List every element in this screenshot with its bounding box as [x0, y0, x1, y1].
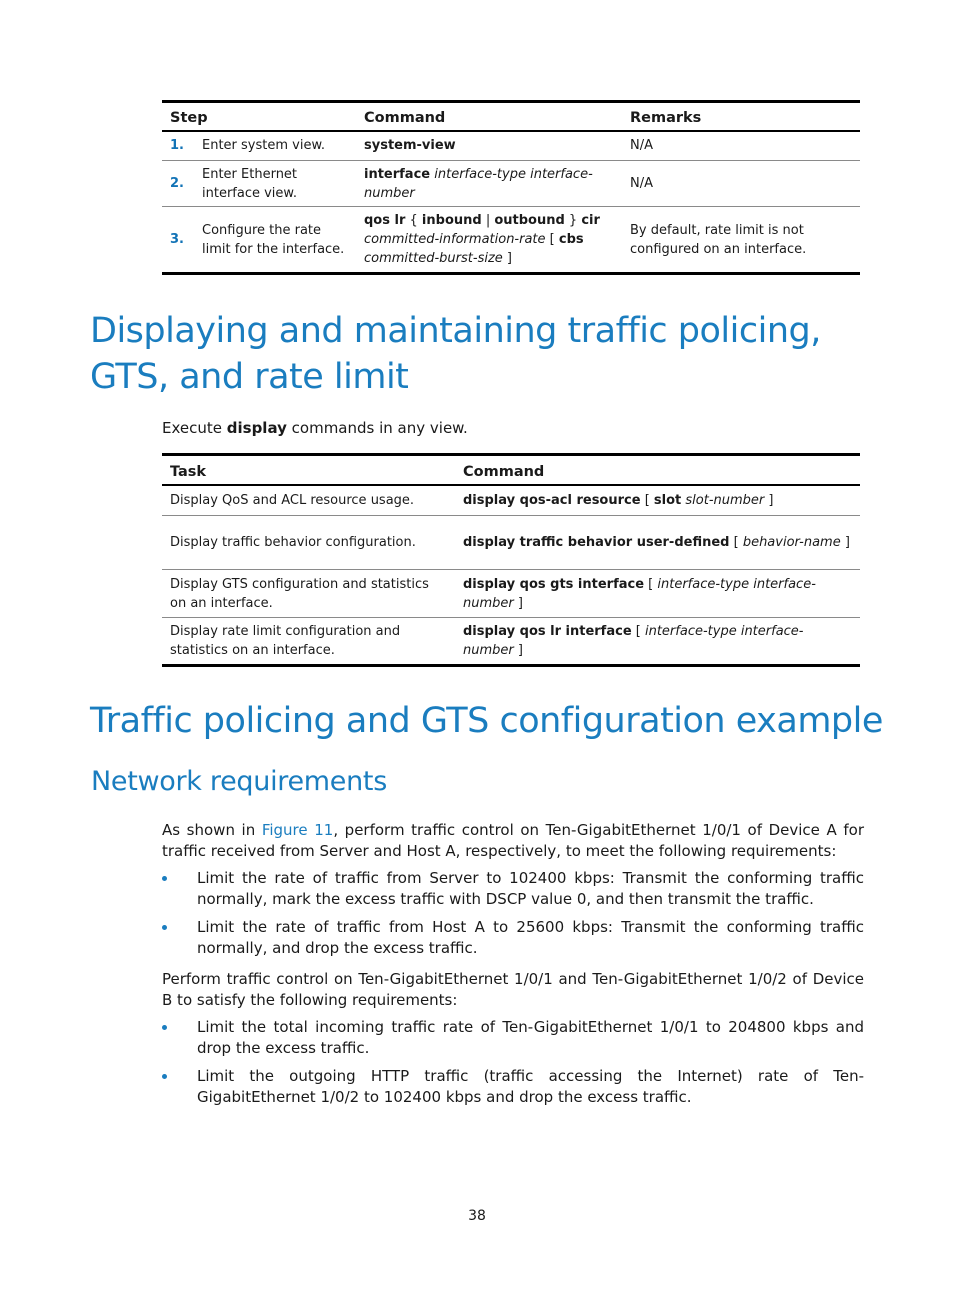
command-keyword: display qos gts interface [463, 576, 645, 592]
para1-pre: As shown in [162, 821, 262, 839]
step-description: Enter system view. [202, 138, 326, 154]
list-item-text: Limit the total incoming traffic rate of Ten-GigabitEthernet 1/0/1 to 204800 kbps and drop the excess traffic. [197, 1018, 864, 1057]
task-cell: Display GTS configuration and statistics on an interface. [170, 576, 429, 611]
bullet-icon [162, 876, 167, 881]
step-number: 1. [170, 138, 184, 154]
command-syntax: [ [631, 624, 645, 639]
intro-bold: display [226, 419, 287, 437]
command-argument: slot-number [685, 492, 765, 508]
bullet-icon [162, 1074, 167, 1079]
command-keyword: outbound [494, 213, 565, 228]
table-header-row [162, 102, 860, 131]
command-argument: committed-burst-size [364, 251, 503, 266]
table-row [162, 485, 860, 516]
step-command [356, 161, 622, 207]
command-syntax: [ [729, 535, 743, 550]
table-row [162, 131, 860, 161]
command-argument: interface-type interface-number [463, 576, 816, 611]
command-syntax: ] [502, 251, 512, 266]
list-item [162, 1017, 864, 1059]
section-heading-example: Traffic policing and GTS configuration example [90, 701, 883, 741]
page-number: 38 [468, 1208, 486, 1224]
command-syntax: ] [513, 643, 523, 658]
bullet-icon [162, 1025, 167, 1030]
intro-post: commands in any view. [286, 419, 468, 437]
command-keyword: interface [364, 166, 431, 182]
command-keyword: cir [581, 213, 600, 228]
command-argument: interface-type interface-number [463, 624, 804, 658]
step-command [356, 131, 622, 161]
command-argument: behavior-name [742, 535, 841, 550]
table-row [162, 618, 860, 666]
list-item [162, 868, 864, 910]
step-command [356, 207, 622, 274]
step-description: Enter Ethernet interface view. [202, 166, 298, 201]
section-heading-display-maintain: Displaying and maintaining traffic policing, GTS, and rate limit [90, 311, 821, 397]
requirements-paragraph-2: Perform traffic control on Ten-GigabitEthernet 1/0/1 and Ten-GigabitEthernet 1/0/2 of Device B to satisfy the following requirements: [162, 970, 864, 1009]
intro-pre: Execute [162, 419, 227, 437]
step-number: 2. [170, 176, 184, 191]
command-keyword: cbs [558, 232, 584, 247]
task-cell: Display traffic behavior configuration. [170, 535, 416, 550]
command-keyword: system-view [364, 138, 456, 154]
task-cell: Display QoS and ACL resource usage. [170, 492, 415, 508]
command-syntax: } [564, 213, 582, 228]
header-command: Command [356, 102, 622, 131]
display-commands-table [162, 453, 860, 667]
requirements-paragraph-1 [162, 820, 864, 862]
command-syntax: ] [840, 535, 850, 550]
command-syntax: ] [764, 492, 774, 508]
header-task: Task [162, 455, 455, 485]
figure-link[interactable]: Figure 11 [261, 821, 334, 839]
command-cell [455, 485, 860, 516]
command-syntax: ] [513, 595, 523, 611]
step-description: Configure the rate limit for the interface. [202, 222, 345, 257]
command-syntax: [ [644, 576, 658, 592]
table-row [162, 516, 860, 570]
command-syntax: | [481, 213, 495, 228]
header-remarks: Remarks [622, 102, 860, 131]
command-syntax: [ [640, 492, 654, 508]
command-keyword: display qos-acl resource [463, 492, 641, 508]
table-row [162, 207, 860, 274]
step-remarks: N/A [630, 138, 653, 154]
intro-sentence [162, 418, 468, 439]
subsection-heading-network-requirements: Network requirements [91, 766, 387, 797]
header-step: Step [162, 102, 356, 131]
list-item-text: Limit the rate of traffic from Server to 102400 kbps: Transmit the conforming traffic normally, mark the excess traffic with DSCP value 0, and then transmit the traffic. [197, 869, 864, 908]
table-header-row [162, 455, 860, 485]
command-keyword: inbound [421, 213, 482, 228]
command-syntax: [ [545, 232, 559, 247]
list-item [162, 1066, 864, 1108]
command-keyword: display traffic behavior user-defined [463, 535, 730, 550]
para1-post: , perform traffic control on Ten-GigabitEthernet 1/0/1 of Device A for traffic received from Server and Host A, respectively, to meet the following requirements: [162, 821, 864, 860]
command-cell [455, 516, 860, 570]
table-row [162, 570, 860, 618]
list-item [162, 917, 864, 959]
step-number: 3. [170, 232, 184, 247]
config-steps-table [162, 100, 860, 275]
bullet-icon [162, 925, 167, 930]
command-keyword: slot [653, 492, 682, 508]
header-command: Command [455, 455, 860, 485]
command-cell [455, 618, 860, 666]
task-cell: Display rate limit configuration and statistics on an interface. [170, 624, 401, 658]
table-row [162, 161, 860, 207]
command-keyword: display qos lr interface [463, 624, 632, 639]
list-item-text: Limit the rate of traffic from Host A to 25600 kbps: Transmit the conforming traffic normally, and drop the excess traffic. [197, 918, 864, 957]
list-item-text: Limit the outgoing HTTP traffic (traffic accessing the Internet) rate of Ten-GigabitEthernet 1/0/2 to 102400 kbps and drop the excess traffic. [197, 1067, 864, 1106]
step-remarks: By default, rate limit is not configured on an interface. [630, 222, 807, 257]
command-argument: interface-type interface-number [364, 166, 593, 201]
command-argument: committed-information-rate [364, 232, 546, 247]
step-remarks: N/A [630, 176, 653, 191]
command-cell [455, 570, 860, 618]
command-syntax: { [405, 213, 422, 228]
command-keyword: qos lr [364, 213, 406, 228]
